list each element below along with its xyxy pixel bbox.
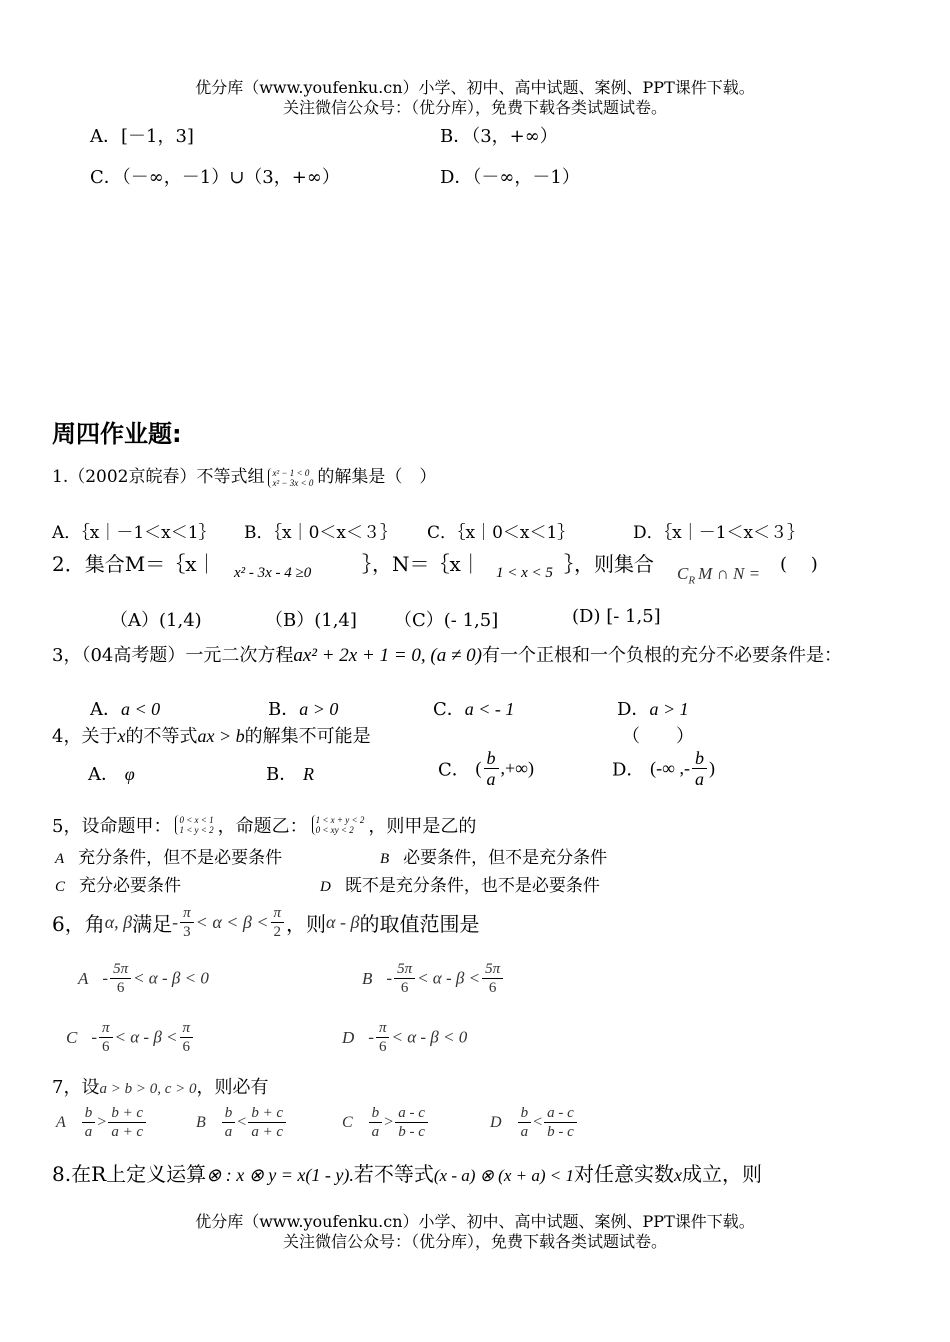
q7-option-a-op: >	[97, 1113, 107, 1131]
q5-option-c-label: C	[55, 879, 66, 895]
q7-option-c-n2: a - c	[395, 1104, 428, 1123]
q7-option-b-op: <	[237, 1113, 247, 1131]
q8-stem-4: 成立，则	[681, 1162, 762, 1186]
q4-option-d-fraction	[692, 748, 707, 789]
q2-cond-2: 1 < x < 5	[496, 565, 553, 581]
q4-option-d-pre: (-∞ ,-	[650, 758, 690, 778]
q7-option-a-frac-1	[82, 1104, 96, 1141]
q4-option-c-den: a	[486, 769, 496, 789]
q6-cond-mid: < α < β <	[195, 912, 269, 932]
q7-option-c-d2: b - c	[398, 1124, 425, 1140]
q1-option-a: A．｛x｜－1＜x＜1｝	[52, 523, 216, 543]
q1-option-b: B．｛x｜0＜x＜３｝	[244, 523, 397, 543]
q3-option-c-label: C．	[433, 699, 465, 720]
q7-option-b-d1: a	[224, 1124, 233, 1140]
q2-expr-sub: R	[688, 574, 696, 587]
q1-option-d: D．｛x｜－1＜x＜３｝	[633, 523, 805, 543]
q5-option-d-value: 既不是充分条件，也不是必要条件	[344, 876, 600, 896]
footer-line-1: 优分库（www.youfenku.cn）小学、初中、高中试题、案例、PPT课件下载。	[195, 1212, 755, 1231]
prev-option-d: D．（－∞，－1）	[440, 167, 580, 188]
q5-option-c	[55, 871, 181, 896]
q4-stem-2: 的不等式	[125, 726, 198, 747]
q3-option-b-value: a > 0	[299, 699, 339, 719]
q2-paren: ( )	[780, 554, 818, 575]
q6-option-c-num-2: π	[180, 1019, 194, 1038]
q6-option-a-label: A	[78, 968, 89, 988]
q7-option-d-d2: b - c	[547, 1124, 574, 1140]
q7-option-b-d2: a + c	[251, 1124, 284, 1140]
q4-option-d-num: b	[692, 748, 707, 769]
q2-option-c-label: （C）	[394, 610, 444, 631]
header-line-2: 关注微信公众号：（优分库），免费下载各类试题试卷。	[282, 98, 667, 117]
q4-option-a	[88, 760, 135, 786]
q7-option-a-d2: a + c	[111, 1124, 144, 1140]
q1-stem	[52, 462, 436, 488]
q7-option-c-n1: b	[369, 1104, 383, 1123]
q2-expr	[677, 564, 760, 586]
q6-option-b-den-2: 6	[488, 980, 497, 996]
q6-cond-num-1: π	[180, 904, 194, 923]
q7-stem	[52, 1073, 268, 1099]
header-line-1: 优分库（www.youfenku.cn）小学、初中、高中试题、案例、PPT课件下载。	[195, 78, 755, 97]
q2-tail: ｝，则集合	[564, 552, 654, 576]
q4-option-b-value: R	[302, 764, 314, 784]
q6-option-b-pre: -	[386, 968, 393, 988]
q6-option-a-num: 5π	[110, 960, 131, 979]
q5-option-a-value: 充分条件，但不是必要条件	[78, 848, 283, 868]
q4-option-a-value: φ	[124, 764, 135, 784]
q2-option-b-value: (1,4]	[314, 610, 357, 631]
q5-stem-2: ，命题乙：	[217, 816, 308, 837]
q8-stem	[52, 1158, 762, 1187]
q4-var: x	[117, 726, 126, 746]
q8-stem-3: 对任意实数	[573, 1162, 674, 1186]
q6-option-d-label: D	[342, 1027, 355, 1047]
q6-option-c-den-1: 6	[102, 1039, 110, 1055]
q2-option-b-label: （B）	[265, 610, 315, 631]
q1-stem-text: 1.（2002京皖春）不等式组	[52, 467, 265, 487]
q7-option-b-n2: b + c	[248, 1104, 286, 1123]
q6-option-b-num-1: 5π	[394, 960, 415, 979]
q6-option-d-den: 6	[378, 1039, 387, 1055]
q4-paren: （ ）	[622, 726, 694, 747]
q6-cond-frac-2	[271, 904, 285, 941]
q6-option-d	[342, 1019, 467, 1056]
q7-option-d-n1: b	[518, 1104, 532, 1123]
q4-ineq: ax > b	[197, 726, 245, 746]
q6-vars: α, β	[104, 912, 133, 932]
q2-stem: 2．集合M＝｛x｜	[52, 552, 217, 576]
q6-stem-2: 满足	[132, 912, 173, 936]
q2-option-a: （A）(1,4)	[110, 610, 202, 631]
q4-option-c-fraction	[484, 748, 499, 789]
q5-yi-line-1: 1 < x + y < 2	[315, 815, 365, 825]
q5-option-a-label: A	[55, 851, 65, 867]
q6-option-d-frac	[376, 1019, 390, 1056]
q6-option-b-frac-1	[394, 960, 415, 997]
q5-jia-line-1: 0 < x < 1	[179, 815, 214, 825]
q7-option-c-d1: a	[371, 1124, 380, 1140]
q3-option-a-label: A．	[90, 699, 121, 720]
q2-option-d-value: [- 1,5]	[606, 606, 661, 627]
q1-sys-line-2: x² − 3x < 0	[272, 477, 314, 488]
q6-option-d-post: < α - β < 0	[391, 1027, 468, 1047]
q3-option-a	[90, 695, 160, 721]
q1-sys-line-1: x² − 1 < 0	[272, 467, 310, 478]
footer-line-2: 关注微信公众号：（优分库），免费下载各类试题试卷。	[282, 1232, 667, 1251]
prev-option-c: C．（－∞，－1）∪（3，+∞）	[90, 167, 340, 188]
q6-option-c-num-1: π	[99, 1019, 113, 1038]
q7-option-b-frac-1	[222, 1104, 236, 1141]
q3-option-d	[617, 695, 689, 721]
q4-option-d-label: D．	[612, 759, 645, 781]
q4-stem-3: 的解集不可能是	[244, 726, 371, 747]
q2-option-c-value: (- 1,5]	[443, 610, 499, 631]
q7-option-b	[196, 1104, 288, 1141]
q7-option-a-n1: b	[82, 1104, 96, 1123]
q7-option-c-frac-1	[369, 1104, 383, 1141]
q7-option-a-label: A	[56, 1113, 66, 1131]
q4-option-b-label: B．	[266, 764, 298, 785]
q5-option-d-label: D	[320, 879, 331, 895]
q3-equation: ax² + 2x + 1 = 0, (a ≠ 0)	[293, 645, 482, 666]
q7-option-c-label: C	[342, 1113, 353, 1131]
q7-option-d-d1: a	[520, 1124, 529, 1140]
q2-mid: ｝，N＝｛x｜	[362, 552, 481, 576]
q4-option-c-pre: (	[475, 758, 482, 778]
q5-option-b-label: B	[380, 851, 390, 867]
q2-option-b	[265, 606, 357, 632]
q3-tail: 有一个正根和一个负根的充分不必要条件是：	[481, 645, 842, 666]
q8-op: ⊗ : x ⊗ y = x(1 - y).	[206, 1165, 354, 1185]
q6-stem-1: 6，角	[52, 912, 105, 936]
q5-option-a	[55, 843, 282, 868]
q2-expr-rest: M ∩ N =	[698, 564, 761, 583]
q6-stem	[52, 904, 479, 941]
q3-stem-text: 3，（04高考题）一元二次方程	[52, 645, 294, 666]
q6-cond-den-2: 2	[273, 924, 282, 940]
q3-option-b-label: B．	[268, 699, 300, 720]
q6-option-a	[78, 960, 209, 997]
q6-option-c-frac-1	[99, 1019, 113, 1056]
q2-option-d-label: (D)	[572, 606, 601, 627]
q4-option-c-label: C．	[438, 759, 470, 781]
q6-cond-pre: -	[172, 912, 179, 932]
q6-option-c-den-2: 6	[182, 1039, 191, 1055]
q6-option-a-pre: -	[102, 968, 109, 988]
q6-cond-frac-1	[180, 904, 194, 941]
q7-option-d-n2: a - c	[544, 1104, 577, 1123]
q5-option-b-value: 必要条件，但不是充分条件	[403, 848, 608, 868]
q4-option-d-post: )	[709, 758, 715, 778]
q4-option-b	[266, 760, 314, 786]
q6-option-d-num: π	[376, 1019, 390, 1038]
q4-option-a-label: A．	[88, 764, 119, 785]
q6-option-c-label: C	[66, 1027, 78, 1047]
q7-option-c-op: >	[384, 1113, 394, 1131]
q7-option-a-n2: b + c	[108, 1104, 146, 1123]
q2-option-d	[572, 606, 661, 627]
q4-option-c-num: b	[484, 748, 499, 769]
q5-option-c-value: 充分必要条件	[79, 876, 182, 896]
q6-option-b	[362, 960, 505, 997]
q7-option-b-frac-2	[248, 1104, 286, 1141]
q7-stem-1: 7，设	[52, 1077, 100, 1098]
q6-expr: α - β	[326, 912, 360, 932]
q4-option-d-den: a	[695, 769, 704, 789]
q7-option-d-frac-1	[518, 1104, 532, 1141]
q5-stem-3: ，则甲是乙的	[368, 816, 477, 837]
q8-var: x	[673, 1165, 682, 1185]
q7-option-c	[342, 1104, 430, 1141]
q4-option-c-post: ,+∞)	[500, 758, 534, 778]
q6-option-c-mid: < α - β <	[114, 1027, 178, 1047]
q2-option-c	[394, 606, 498, 632]
q5-jia-line-2: 1 < y < 2	[179, 825, 214, 835]
q5-jia-system	[175, 815, 213, 835]
q3-option-c-value: a < - 1	[464, 699, 515, 719]
q6-cond-num-2: π	[271, 904, 285, 923]
q3-option-c	[433, 695, 514, 721]
q6-option-c-frac-2	[180, 1019, 194, 1056]
q5-option-b	[380, 843, 607, 868]
q6-option-a-den: 6	[116, 980, 125, 996]
q5-yi-line-2: 0 < xy < 2	[315, 825, 354, 835]
q6-option-b-num-2: 5π	[482, 960, 503, 979]
q7-option-a	[56, 1104, 148, 1141]
q6-option-d-pre: -	[368, 1027, 374, 1047]
section-title: 周四作业题:	[52, 420, 182, 448]
q7-option-d	[490, 1104, 579, 1141]
q3-option-d-value: a > 1	[649, 699, 689, 719]
prev-option-a: A．[－1，3]	[90, 126, 194, 147]
q6-option-b-mid: < α - β <	[417, 968, 481, 988]
q7-option-a-frac-2	[108, 1104, 146, 1141]
q6-cond-den-1: 3	[183, 924, 191, 940]
q6-option-b-frac-2	[482, 960, 503, 997]
q3-stem	[52, 641, 842, 667]
q5-stem-1: 5，设命题甲：	[52, 816, 172, 837]
q7-option-d-label: D	[490, 1113, 502, 1131]
q8-stem-1: 8.在R上定义运算	[52, 1162, 207, 1186]
q3-option-d-label: D．	[617, 699, 650, 720]
q7-stem-2: ，则必有	[196, 1077, 269, 1098]
q2-expr-c: C	[677, 564, 689, 583]
q2-cond-1: x² - 3x - 4 ≥0	[234, 565, 312, 581]
q6-stem-3: ，则	[286, 912, 327, 936]
q8-ineq: (x - a) ⊗ (x + a) < 1	[433, 1166, 574, 1185]
q4-stem-1: 4，关于	[52, 726, 118, 747]
q8-stem-2: 若不等式	[353, 1162, 434, 1186]
q7-option-d-op: <	[533, 1113, 543, 1131]
q5-stem	[52, 812, 476, 838]
q4-option-d	[612, 748, 715, 789]
q6-stem-4: 的取值范围是	[359, 912, 480, 936]
q1-option-c: C．｛x｜0＜x＜1｝	[427, 523, 575, 543]
q3-option-b	[268, 695, 338, 721]
q7-cond: a > b > 0, c > 0	[99, 1081, 197, 1097]
q6-option-a-post: < α - β < 0	[133, 968, 209, 988]
q7-option-c-frac-2	[395, 1104, 428, 1141]
prev-option-b: B．（3，+∞）	[440, 126, 558, 147]
q6-option-b-label: B	[362, 968, 373, 988]
q4-option-c	[438, 748, 534, 789]
q1-tail: 的解集是（ ）	[317, 467, 437, 487]
q4-stem	[52, 722, 371, 748]
q3-option-a-value: a < 0	[121, 699, 161, 719]
q7-option-d-frac-2	[544, 1104, 577, 1141]
q6-option-b-den-1: 6	[400, 980, 409, 996]
q7-option-a-d1: a	[84, 1124, 93, 1140]
q5-option-d	[320, 871, 600, 896]
q6-option-c-pre: -	[91, 1027, 98, 1047]
q1-system	[268, 468, 313, 488]
q7-option-b-n1: b	[222, 1104, 236, 1123]
q7-option-b-label: B	[196, 1113, 206, 1131]
q6-option-c	[66, 1019, 195, 1056]
q5-yi-system	[312, 815, 365, 835]
q6-option-a-frac	[110, 960, 131, 997]
